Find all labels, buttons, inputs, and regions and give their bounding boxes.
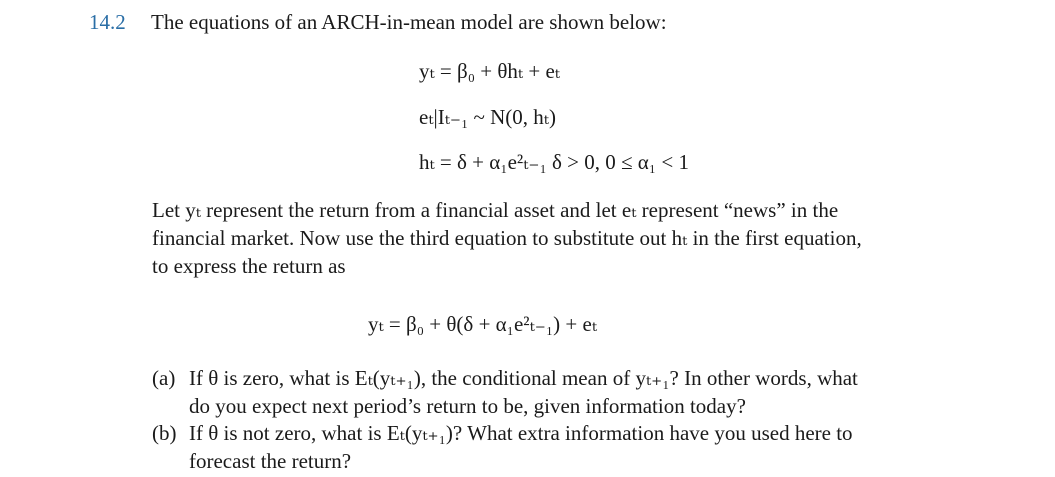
question-b-line-2: forecast the return? bbox=[189, 449, 352, 473]
equation-4-text: yₜ = β₀ + θ(δ + α₁e²ₜ₋₁) + eₜ bbox=[368, 312, 598, 336]
question-a bbox=[152, 364, 942, 420]
problem-number: 14.2 bbox=[89, 10, 126, 34]
equation-1-text: yₜ = β₀ + θhₜ + eₜ bbox=[419, 59, 560, 83]
problem-heading bbox=[89, 8, 667, 36]
paragraph-line-2: financial market. Now use the third equation to substitute out hₜ in the first equation, bbox=[152, 226, 862, 250]
equation-2-text: eₜ|Iₜ₋₁ ~ N(0, hₜ) bbox=[419, 105, 556, 129]
equation-2 bbox=[419, 103, 556, 131]
question-b-label: (b) bbox=[152, 421, 177, 445]
question-a-label: (a) bbox=[152, 366, 176, 390]
question-b-line-1: If θ is not zero, what is Eₜ(yₜ₊₁)? What extra information have you used here to bbox=[189, 421, 853, 445]
explanation-paragraph bbox=[152, 196, 942, 280]
question-b bbox=[152, 419, 942, 475]
equation-3 bbox=[419, 148, 689, 176]
paragraph-line-3: to express the return as bbox=[152, 254, 346, 278]
question-a-line-1: If θ is zero, what is Eₜ(yₜ₊₁), the conditional mean of yₜ₊₁? In other words, what bbox=[189, 366, 858, 390]
question-a-line-2: do you expect next period’s return to be, given information today? bbox=[189, 394, 746, 418]
equation-3-text: hₜ = δ + α₁e²ₜ₋₁ δ > 0, 0 ≤ α₁ < 1 bbox=[419, 150, 689, 174]
equation-1 bbox=[419, 57, 560, 85]
equation-4 bbox=[368, 310, 597, 338]
problem-intro: The equations of an ARCH-in-mean model are shown below: bbox=[151, 10, 667, 34]
paragraph-line-1: Let yₜ represent the return from a financial asset and let eₜ represent “news” in the bbox=[152, 198, 839, 222]
